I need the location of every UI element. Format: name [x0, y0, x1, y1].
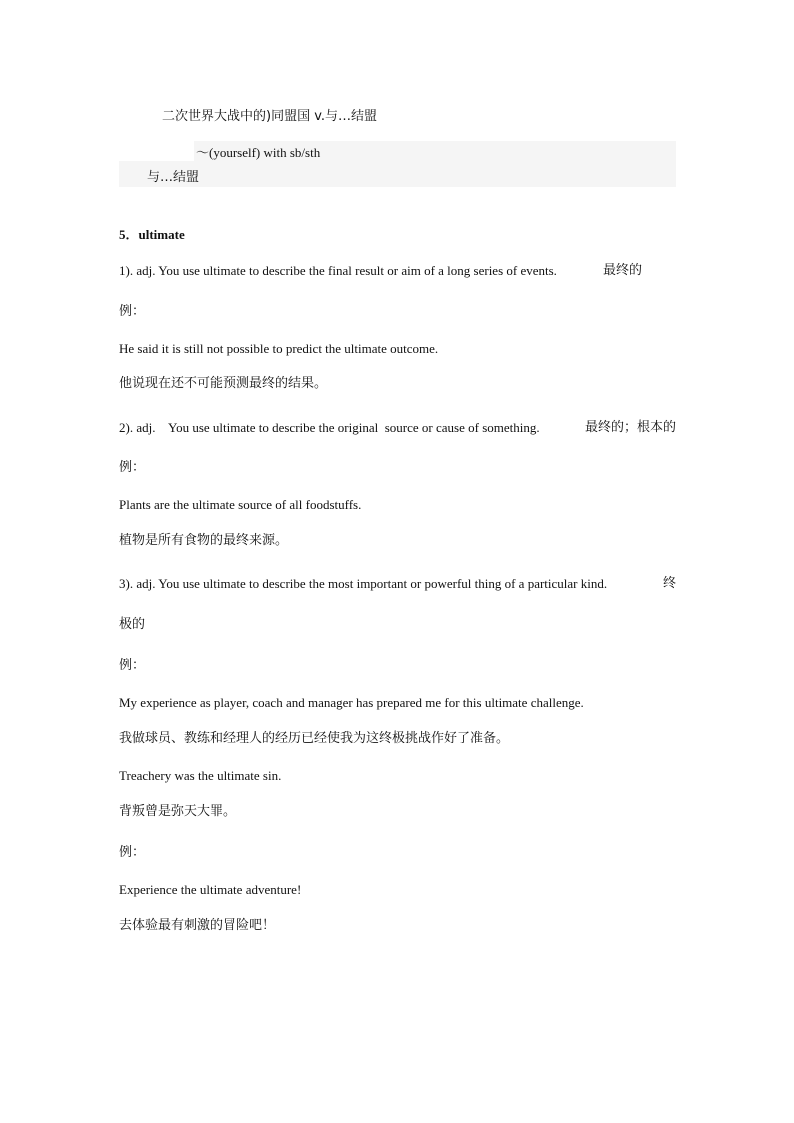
shaded-block-gap [119, 141, 194, 161]
example-zh: 我做球员、教练和经理人的经历已经使我为这终极挑战作好了准备。 [119, 731, 510, 746]
example-zh: 背叛曾是弥天大罪。 [119, 804, 237, 819]
sense-1-def-text: 1). adj. You use ultimate to describe the final result or aim of a long series of events. [119, 263, 557, 278]
phrase-line: ～(yourself) with sb/sth [196, 145, 321, 160]
sense-2-definition [119, 419, 676, 437]
example-label: 例： [119, 304, 146, 319]
example-en: Treachery was the ultimate sin. [119, 768, 282, 783]
phrase-meaning: 与…结盟 [147, 170, 200, 185]
sense-3-definition [119, 575, 676, 593]
example-en: My experience as player, coach and manager has prepared me for this ultimate challenge. [119, 695, 584, 710]
example-en: Experience the ultimate adventure! [119, 882, 302, 897]
header-line: 二次世界大战中的)同盟国 v.与…结盟 [162, 109, 378, 124]
entry-heading: 5．ultimate [119, 227, 185, 242]
example-zh: 他说现在还不可能预测最终的结果。 [119, 376, 328, 391]
sense-2-cn: 最终的；根本的 [584, 420, 676, 435]
sense-3-cn-part1: 终 [662, 576, 676, 591]
example-en: Plants are the ultimate source of all foodstuffs. [119, 497, 362, 512]
example-label: 例： [119, 658, 146, 673]
example-label: 例： [119, 845, 146, 860]
sense-3-def-text: 3). adj. You use ultimate to describe the most important or powerful thing of a particular kind. [119, 576, 608, 591]
sense-3-cn-part2: 极的 [119, 617, 146, 632]
sense-2-def-text: 2). adj. You use ultimate to describe the original source or cause of something. [119, 420, 540, 435]
example-zh: 去体验最有刺激的冒险吧！ [119, 918, 276, 933]
example-zh: 植物是所有食物的最终来源。 [119, 533, 289, 548]
sense-1-cn: 最终的 [602, 263, 642, 278]
example-label: 例： [119, 460, 146, 475]
example-en: He said it is still not possible to predict the ultimate outcome. [119, 341, 439, 356]
sense-1-definition [119, 262, 676, 280]
